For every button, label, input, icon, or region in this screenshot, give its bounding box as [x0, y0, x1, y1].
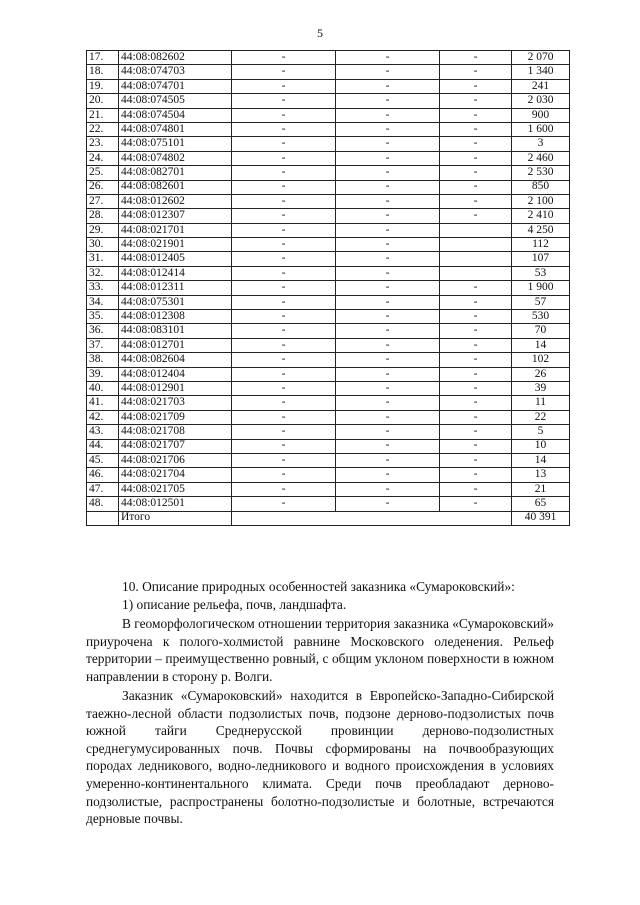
- cell-b: -: [336, 194, 440, 208]
- row-number: 39.: [87, 367, 119, 381]
- paragraph-soils: Заказник «Сумароковский» находится в Европейско-Западно-Сибирской таежно-лесной области подзолистых почв, подзоне дерново-подзолистых почв южной тайги Среднерусской провинции дерново-подзолистных среднегумусированных почв. Почвы сформированы на почвообразующих породах ледникового, водно-ледникового и водного происхождения в условиях умеренно-континентального климата. Среди почв преобладают дерново-подзолистые, распространены болотно-подзолистые и болотные, встречаются дерновые почвы.: [86, 688, 554, 827]
- cell-c: -: [440, 180, 512, 194]
- row-number: 27.: [87, 194, 119, 208]
- cell-b: -: [336, 396, 440, 410]
- cell-b: -: [336, 180, 440, 194]
- cell-a: -: [232, 209, 336, 223]
- cadastral-code: 44:08:021709: [119, 410, 232, 424]
- cadastral-code: 44:08:021901: [119, 238, 232, 252]
- cell-b: -: [336, 79, 440, 93]
- row-number: 48.: [87, 497, 119, 511]
- table-row: [87, 180, 570, 194]
- area-value: 65: [512, 497, 570, 511]
- table-row: [87, 396, 570, 410]
- cell-b: -: [336, 310, 440, 324]
- cell-a: -: [232, 79, 336, 93]
- cell-a: -: [232, 151, 336, 165]
- cadastral-code: 44:08:021707: [119, 439, 232, 453]
- cell-c: [440, 223, 512, 237]
- cell-c: [440, 266, 512, 280]
- cell-c: -: [440, 482, 512, 496]
- cadastral-code: 44:08:082701: [119, 166, 232, 180]
- area-value: 5: [512, 425, 570, 439]
- cell-b: -: [336, 453, 440, 467]
- area-value: 14: [512, 453, 570, 467]
- cell-c: -: [440, 310, 512, 324]
- total-spacer: [232, 511, 512, 525]
- cell-c: -: [440, 338, 512, 352]
- table-row: [87, 497, 570, 511]
- cell-a: -: [232, 425, 336, 439]
- cell-b: -: [336, 324, 440, 338]
- cell-a: -: [232, 295, 336, 309]
- area-value: 21: [512, 482, 570, 496]
- cadastral-code: 44:08:021704: [119, 468, 232, 482]
- cell-b: -: [336, 367, 440, 381]
- cadastral-code: 44:08:082601: [119, 180, 232, 194]
- cadastral-code: 44:08:075301: [119, 295, 232, 309]
- area-value: 1 900: [512, 281, 570, 295]
- cell-b: -: [336, 281, 440, 295]
- area-value: 10: [512, 439, 570, 453]
- row-number: 30.: [87, 238, 119, 252]
- cell-b: -: [336, 439, 440, 453]
- table-row: [87, 281, 570, 295]
- area-value: 241: [512, 79, 570, 93]
- cell-a: -: [232, 166, 336, 180]
- cadastral-code: 44:08:082602: [119, 51, 232, 65]
- cell-a: -: [232, 453, 336, 467]
- cell-b: -: [336, 108, 440, 122]
- row-number: 46.: [87, 468, 119, 482]
- row-number: 25.: [87, 166, 119, 180]
- cell-a: -: [232, 108, 336, 122]
- cell-b: -: [336, 137, 440, 151]
- cell-a: -: [232, 252, 336, 266]
- row-number: 41.: [87, 396, 119, 410]
- row-number: 40.: [87, 381, 119, 395]
- cell-b: -: [336, 166, 440, 180]
- cell-b: -: [336, 122, 440, 136]
- cell-b: -: [336, 65, 440, 79]
- cell-b: -: [336, 353, 440, 367]
- table-row: [87, 381, 570, 395]
- table-row: [87, 482, 570, 496]
- cell-a: -: [232, 94, 336, 108]
- cell-c: -: [440, 209, 512, 223]
- table-row: [87, 252, 570, 266]
- cadastral-code: 44:08:012307: [119, 209, 232, 223]
- table-row: [87, 425, 570, 439]
- table-row: [87, 338, 570, 352]
- cell-b: -: [336, 238, 440, 252]
- cell-c: -: [440, 410, 512, 424]
- table-row: [87, 453, 570, 467]
- cadastral-code: 44:08:021701: [119, 223, 232, 237]
- cadastral-code: 44:08:012405: [119, 252, 232, 266]
- cell-b: -: [336, 295, 440, 309]
- cadastral-code: 44:08:083101: [119, 324, 232, 338]
- cell-c: -: [440, 439, 512, 453]
- cell-a: -: [232, 439, 336, 453]
- area-value: 2 070: [512, 51, 570, 65]
- row-number: 35.: [87, 310, 119, 324]
- row-number: 42.: [87, 410, 119, 424]
- cell-b: -: [336, 381, 440, 395]
- table-row: [87, 223, 570, 237]
- cadastral-code: 44:08:012311: [119, 281, 232, 295]
- cadastral-code: 44:08:074703: [119, 65, 232, 79]
- cell-a: -: [232, 122, 336, 136]
- cell-c: -: [440, 194, 512, 208]
- row-number: 22.: [87, 122, 119, 136]
- table-row: [87, 468, 570, 482]
- cadastral-code: 44:08:012404: [119, 367, 232, 381]
- row-number: 37.: [87, 338, 119, 352]
- total-row: [87, 511, 570, 525]
- cell-c: -: [440, 94, 512, 108]
- cell-a: -: [232, 324, 336, 338]
- area-value: 2 100: [512, 194, 570, 208]
- cell-b: -: [336, 482, 440, 496]
- cell-c: -: [440, 151, 512, 165]
- cell-a: -: [232, 410, 336, 424]
- cadastral-code: 44:08:074505: [119, 94, 232, 108]
- cell-a: -: [232, 137, 336, 151]
- table-row: [87, 65, 570, 79]
- table-row: [87, 367, 570, 381]
- table-row: [87, 266, 570, 280]
- page-number: 5: [317, 26, 323, 40]
- table-row: [87, 108, 570, 122]
- row-number: 47.: [87, 482, 119, 496]
- cell-a: -: [232, 367, 336, 381]
- cell-c: -: [440, 137, 512, 151]
- cell-c: -: [440, 381, 512, 395]
- table-body: [87, 51, 570, 526]
- cadastral-code: 44:08:075101: [119, 137, 232, 151]
- row-number: 44.: [87, 439, 119, 453]
- cell-c: -: [440, 122, 512, 136]
- cadastral-code: 44:08:021705: [119, 482, 232, 496]
- total-label: Итого: [119, 511, 232, 525]
- cadastral-code: 44:08:021706: [119, 453, 232, 467]
- section-subheading: 1) описание рельефа, почв, ландшафта.: [122, 597, 347, 612]
- cell-c: -: [440, 497, 512, 511]
- area-value: 57: [512, 295, 570, 309]
- area-value: 107: [512, 252, 570, 266]
- cell-c: -: [440, 79, 512, 93]
- cell-a: -: [232, 468, 336, 482]
- cadastral-table: [86, 50, 570, 526]
- cell-a: -: [232, 310, 336, 324]
- area-value: 39: [512, 381, 570, 395]
- cell-c: -: [440, 65, 512, 79]
- table-row: [87, 295, 570, 309]
- row-number: 34.: [87, 295, 119, 309]
- cadastral-code: 44:08:074504: [119, 108, 232, 122]
- cell-b: -: [336, 425, 440, 439]
- cell-c: -: [440, 425, 512, 439]
- cell-c: -: [440, 281, 512, 295]
- area-value: 70: [512, 324, 570, 338]
- cell-a: -: [232, 497, 336, 511]
- area-value: 530: [512, 310, 570, 324]
- row-number: 18.: [87, 65, 119, 79]
- cadastral-code: 44:08:012602: [119, 194, 232, 208]
- table-row: [87, 79, 570, 93]
- cell-b: -: [336, 266, 440, 280]
- area-value: 1 340: [512, 65, 570, 79]
- section-heading: 10. Описание природных особенностей заказника «Сумароковский»:: [122, 579, 515, 594]
- cell-c: -: [440, 468, 512, 482]
- cell-a: -: [232, 353, 336, 367]
- total-value: 40 391: [512, 511, 570, 525]
- table-row: [87, 310, 570, 324]
- cell-c: -: [440, 295, 512, 309]
- area-value: 2 530: [512, 166, 570, 180]
- table-row: [87, 353, 570, 367]
- cell-b: -: [336, 209, 440, 223]
- row-number: 26.: [87, 180, 119, 194]
- table-row: [87, 410, 570, 424]
- table-row: [87, 151, 570, 165]
- area-value: 14: [512, 338, 570, 352]
- table-row: [87, 439, 570, 453]
- cell-c: [440, 252, 512, 266]
- table-row: [87, 94, 570, 108]
- total-empty-cell: [87, 511, 119, 525]
- cell-b: -: [336, 223, 440, 237]
- table-row: [87, 209, 570, 223]
- cell-a: -: [232, 396, 336, 410]
- row-number: 23.: [87, 137, 119, 151]
- cell-a: -: [232, 266, 336, 280]
- cadastral-code: 44:08:074701: [119, 79, 232, 93]
- cell-c: -: [440, 396, 512, 410]
- cell-b: -: [336, 410, 440, 424]
- cell-c: -: [440, 367, 512, 381]
- area-value: 3: [512, 137, 570, 151]
- cell-a: -: [232, 51, 336, 65]
- row-number: 38.: [87, 353, 119, 367]
- cadastral-code: 44:08:012414: [119, 266, 232, 280]
- row-number: 24.: [87, 151, 119, 165]
- table-row: [87, 137, 570, 151]
- area-value: 11: [512, 396, 570, 410]
- cell-c: -: [440, 108, 512, 122]
- cadastral-code: 44:08:074802: [119, 151, 232, 165]
- row-number: 17.: [87, 51, 119, 65]
- cell-c: -: [440, 324, 512, 338]
- area-value: 2 410: [512, 209, 570, 223]
- area-value: 850: [512, 180, 570, 194]
- row-number: 45.: [87, 453, 119, 467]
- cell-b: -: [336, 94, 440, 108]
- cell-c: -: [440, 166, 512, 180]
- table-row: [87, 194, 570, 208]
- cell-b: -: [336, 151, 440, 165]
- cell-b: -: [336, 338, 440, 352]
- cell-a: -: [232, 65, 336, 79]
- cell-c: [440, 238, 512, 252]
- cadastral-code: 44:08:021708: [119, 425, 232, 439]
- cell-a: -: [232, 381, 336, 395]
- row-number: 20.: [87, 94, 119, 108]
- cadastral-code: 44:08:074801: [119, 122, 232, 136]
- row-number: 43.: [87, 425, 119, 439]
- cell-a: -: [232, 482, 336, 496]
- row-number: 21.: [87, 108, 119, 122]
- area-value: 13: [512, 468, 570, 482]
- area-value: 4 250: [512, 223, 570, 237]
- cadastral-code: 44:08:012701: [119, 338, 232, 352]
- area-value: 1 600: [512, 122, 570, 136]
- cell-a: -: [232, 281, 336, 295]
- row-number: 29.: [87, 223, 119, 237]
- cadastral-code: 44:08:082604: [119, 353, 232, 367]
- row-number: 28.: [87, 209, 119, 223]
- cadastral-code: 44:08:012501: [119, 497, 232, 511]
- cell-c: -: [440, 51, 512, 65]
- table-row: [87, 238, 570, 252]
- cadastral-code: 44:08:012901: [119, 381, 232, 395]
- cadastral-code: 44:08:021703: [119, 396, 232, 410]
- cadastral-code: 44:08:012308: [119, 310, 232, 324]
- table-row: [87, 122, 570, 136]
- cell-a: -: [232, 238, 336, 252]
- cell-a: -: [232, 180, 336, 194]
- area-value: 102: [512, 353, 570, 367]
- row-number: 32.: [87, 266, 119, 280]
- cell-a: -: [232, 194, 336, 208]
- area-value: 22: [512, 410, 570, 424]
- area-value: 2 460: [512, 151, 570, 165]
- row-number: 31.: [87, 252, 119, 266]
- area-value: 2 030: [512, 94, 570, 108]
- cell-b: -: [336, 497, 440, 511]
- cell-a: -: [232, 223, 336, 237]
- cell-b: -: [336, 252, 440, 266]
- cell-b: -: [336, 51, 440, 65]
- table-row: [87, 51, 570, 65]
- area-value: 26: [512, 367, 570, 381]
- paragraph-relief: В геоморфологическом отношении территория заказника «Сумароковский» приурочена к полого-холмистой равнине Московского оледенения. Рельеф территории – преимущественно ровный, с общим уклоном поверхности в южном направлении в сторону р. Волги.: [86, 616, 555, 684]
- table-row: [87, 324, 570, 338]
- cell-c: -: [440, 453, 512, 467]
- cell-a: -: [232, 338, 336, 352]
- row-number: 36.: [87, 324, 119, 338]
- area-value: 112: [512, 238, 570, 252]
- cell-c: -: [440, 353, 512, 367]
- cell-b: -: [336, 468, 440, 482]
- area-value: 900: [512, 108, 570, 122]
- table-row: [87, 166, 570, 180]
- area-value: 53: [512, 266, 570, 280]
- row-number: 19.: [87, 79, 119, 93]
- row-number: 33.: [87, 281, 119, 295]
